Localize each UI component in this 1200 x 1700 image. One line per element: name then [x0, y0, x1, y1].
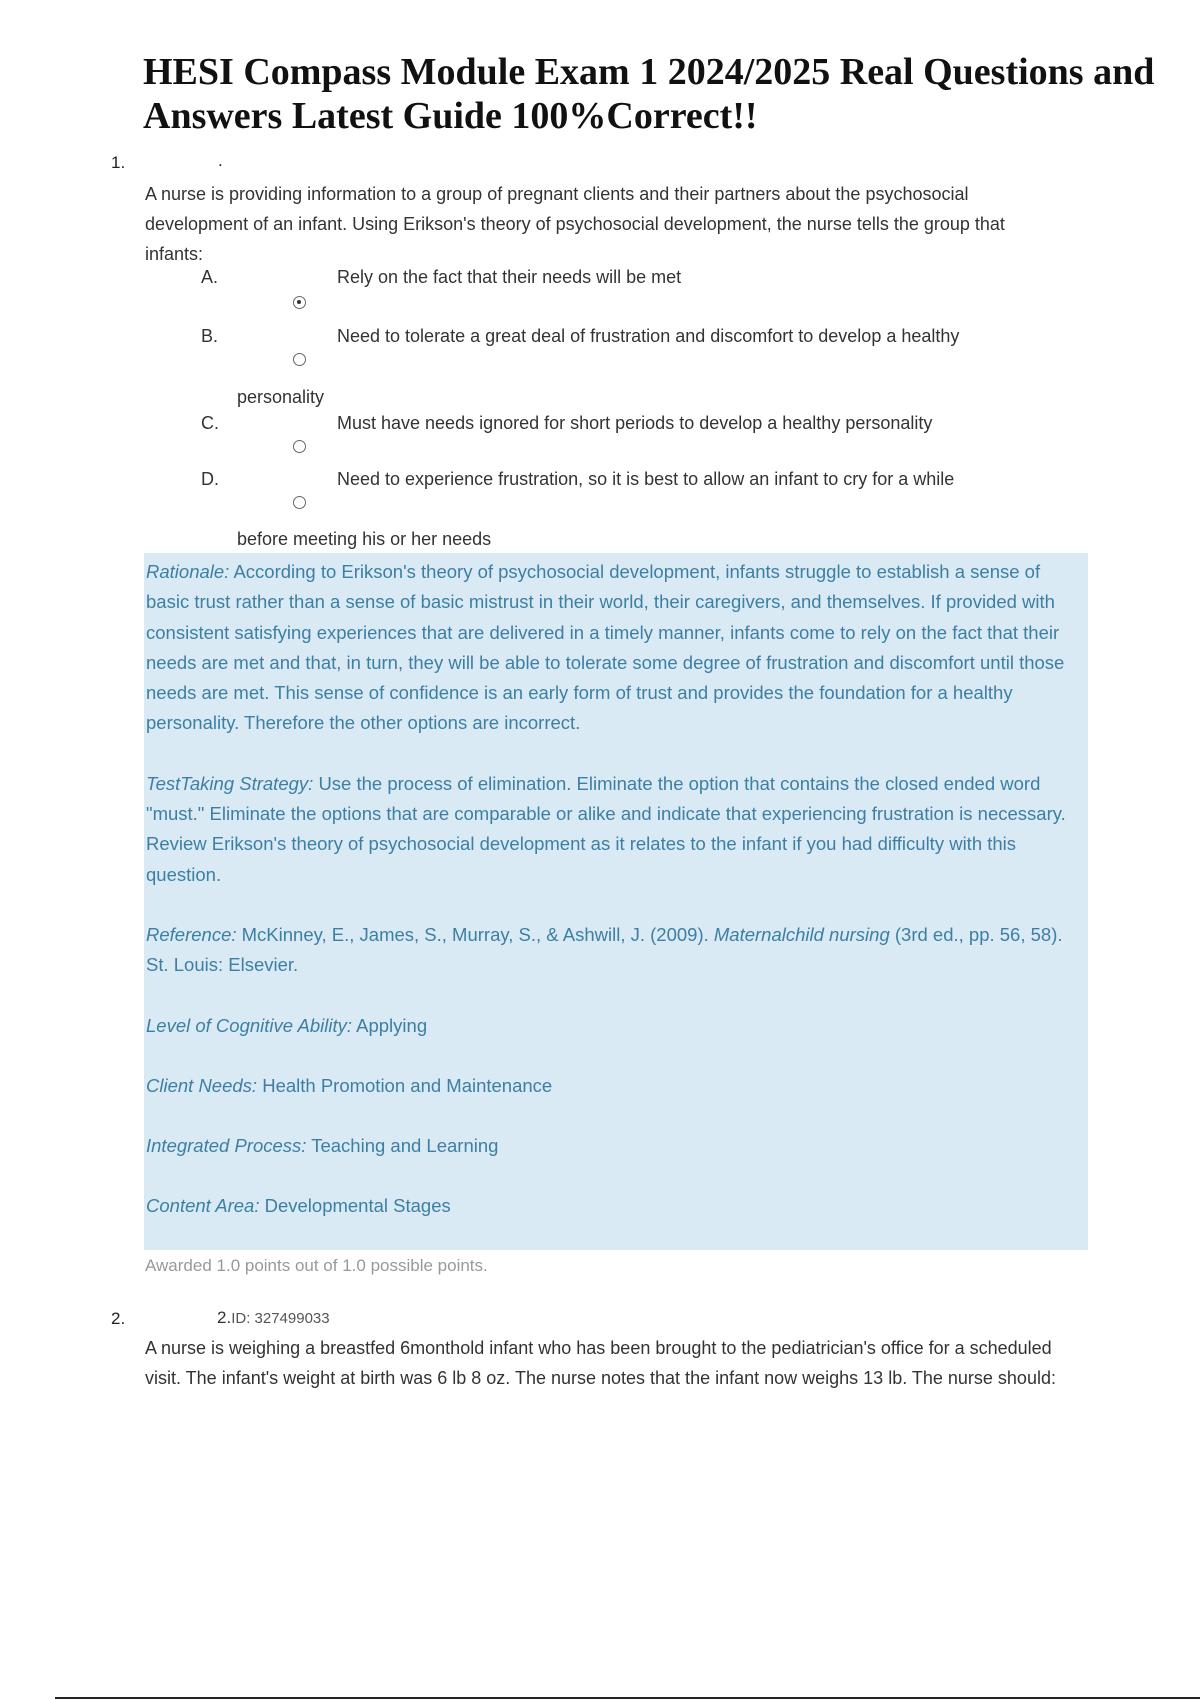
option-a-radio[interactable] [293, 296, 306, 309]
page-bottom-rule [55, 1697, 1200, 1699]
client-needs-paragraph [146, 1071, 1086, 1101]
option-c-radio[interactable] [293, 440, 306, 453]
reference-details: (3rd ed., pp. 56, 58). St. Louis: Elsevier. [146, 923, 1063, 976]
option-b-letter: B. [201, 326, 219, 346]
question-2-stem: A nurse is weighing a breastfed 6monthold infant who has been brought to the pediatrician's office for a scheduled visit. The infant's weight at birth was 6 lb 8 oz. The nurse notes that the infant now weighs 13 lb. The nurse should: [145, 1338, 1056, 1388]
cognitive-level-paragraph [146, 1011, 1086, 1041]
question-2-inline-number: 2. [217, 1308, 232, 1327]
reference-label: Reference: [146, 923, 237, 945]
content-area-value: Developmental Stages [264, 1195, 451, 1217]
content-area-label: Content Area: [146, 1195, 260, 1217]
option-d-continuation: before meeting his or her needs [237, 529, 492, 549]
option-a-letter: A. [201, 267, 219, 287]
option-d-text: Need to experience frustration, so it is best to allow an infant to cry for a while [337, 469, 955, 489]
cognitive-level-label: Level of Cognitive Ability: [146, 1014, 353, 1036]
option-d-letter: D. [201, 469, 219, 489]
strategy-label: TestTaking Strategy: [146, 772, 314, 794]
option-c-letter: C. [201, 413, 219, 433]
option-c-text: Must have needs ignored for short periods to develop a healthy personality [337, 413, 933, 433]
rationale-text: According to Erikson's theory of psychosocial development, infants struggle to establish a sense of basic trust rather than a sense of basic mistrust in their world, their caregivers, and themselves. If provided with consistent satisfying experiences that are delivered in a timely manner, infants come to rely on the fact that their needs are met and that, in turn, they will be able to tolerate some degree of frustration and discomfort until those needs are met. This sense of confidence is an early form of trust and provides the foundation for a healthy personality. Therefore the other options are incorrect. [146, 561, 1065, 734]
option-b-continuation: personality [237, 387, 325, 407]
question-2-id [217, 1308, 330, 1328]
content-area-paragraph [146, 1191, 1086, 1221]
client-needs-label: Client Needs: [146, 1074, 258, 1096]
strategy-text: Use the process of elimination. Eliminate the option that contains the closed ended word "must." Eliminate the options that are comparable or alike and indicate that experiencing frustration is necessary. Review Erikson's theory of psychosocial development as it relates to the infant if you had difficulty with this question. [146, 772, 1066, 885]
question-stem: A nurse is providing information to a group of pregnant clients and their partners about the psychosocial development of an infant. Using Erikson's theory of psychosocial development, the nurse tells the group that infants: [145, 184, 1005, 264]
question-2-number: 2. [111, 1309, 126, 1328]
rationale-label: Rationale: [146, 561, 230, 582]
question-marker: . [218, 151, 223, 170]
cognitive-level-value: Applying [356, 1014, 428, 1036]
question-2-id-label: ID: 327499033 [231, 1310, 330, 1327]
document-title: HESI Compass Module Exam 1 2024/2025 Real Questions and Answers Latest Guide 100%Correct!! [143, 51, 1155, 137]
question-number: 1. [111, 153, 126, 172]
rationale-panel [144, 553, 1088, 1250]
client-needs-value: Health Promotion and Maintenance [262, 1074, 553, 1096]
reference-paragraph [146, 920, 1086, 981]
reference-book-title: Maternalchild nursing [713, 923, 890, 945]
awarded-points: Awarded 1.0 points out of 1.0 possible points. [145, 1256, 488, 1275]
integrated-process-label: Integrated Process: [146, 1135, 307, 1157]
option-d-radio[interactable] [293, 496, 306, 509]
integrated-process-value: Teaching and Learning [311, 1135, 499, 1157]
integrated-process-paragraph [146, 1131, 1086, 1161]
option-a-text: Rely on the fact that their needs will be met [337, 267, 682, 287]
option-b-text: Need to tolerate a great deal of frustration and discomfort to develop a healthy [337, 326, 960, 346]
rationale-paragraph [146, 557, 1086, 739]
option-b-radio[interactable] [293, 353, 306, 366]
reference-authors: McKinney, E., James, S., Murray, S., & Ashwill, J. (2009). [241, 923, 709, 945]
strategy-paragraph [146, 769, 1086, 890]
